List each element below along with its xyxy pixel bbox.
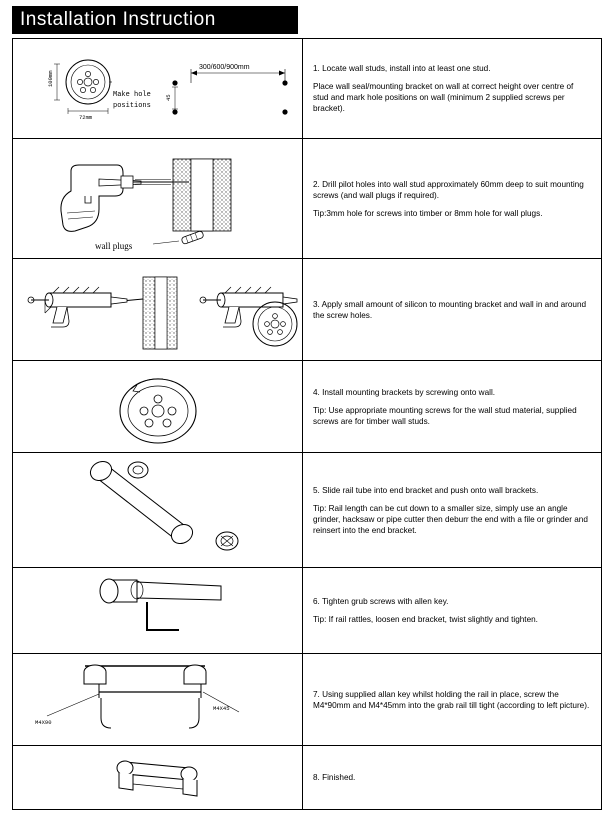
text-step-3 — [303, 259, 601, 360]
text-step-8 — [303, 746, 601, 809]
step-4-line-2: Tip: Use appropriate mounting screws for the wall stud material, supplied screws are for timber wall studs. — [313, 405, 577, 426]
step-7-line-1: 7. Using supplied allan key whilst holding the rail in place, screw the M4*90mm and M4*45mm into the grab rail till tight (according to left picture). — [313, 689, 590, 710]
table-row — [13, 139, 601, 259]
figure-step-6 — [13, 568, 303, 653]
step-5-line-2: Tip: Rail length can be cut down to a smaller size, simply use an angle grinder, hacksaw or pipe cutter then deburr the end with a file or grinder and reinsert into the end bracket. — [313, 503, 588, 535]
figure-label-screw-long: M4X90 — [35, 719, 52, 726]
step-6-line-2: Tip: If rail rattles, loosen end bracket, twist slightly and tighten. — [313, 615, 538, 624]
page-title: Installation Instruction — [12, 6, 298, 34]
step-1-line-2: Place wall seal/mounting bracket on wall at correct height over centre of stud and mark hole positions on wall (minimum 2 supplied screws per bracket). — [313, 82, 574, 113]
table-row — [13, 361, 601, 453]
step-2-line-1: 2. Drill pilot holes into wall stud approximately 60mm deep to suit mounting screws (and wall plugs if required). — [313, 179, 584, 200]
table-row — [13, 568, 601, 654]
figure-label-screw-short: M4X45 — [213, 705, 230, 712]
table-row — [13, 259, 601, 361]
step-1-line-1: 1. Locate wall studs, install into at least one stud. — [313, 64, 491, 73]
step-6-line-1: 6. Tighten grub screws with allen key. — [313, 597, 449, 606]
table-row — [13, 746, 601, 809]
figure-label-wall-plugs: wall plugs — [95, 241, 133, 251]
figure-step-4 — [13, 361, 303, 452]
text-step-6 — [303, 568, 601, 653]
text-step-2 — [303, 139, 601, 258]
figure-label-small-dim: 45 — [165, 94, 172, 101]
instruction-table — [12, 38, 602, 810]
text-step-4 — [303, 361, 601, 452]
figure-label-spacing: 300/600/900mm — [199, 64, 250, 71]
table-row — [13, 654, 601, 746]
step-8-line-1: 8. Finished. — [313, 773, 356, 782]
figure-step-2 — [13, 139, 303, 258]
text-step-7 — [303, 654, 601, 745]
figure-step-3 — [13, 259, 303, 360]
figure-label-make-hole: Make hole — [113, 91, 151, 99]
step-2-line-2: Tip:3mm hole for screws into timber or 8mm hole for wall plugs. — [313, 208, 543, 218]
text-step-5 — [303, 453, 601, 567]
table-row — [13, 39, 601, 139]
figure-label-positions: positions — [113, 102, 151, 110]
step-4-line-1: 4. Install mounting brackets by screwing onto wall. — [313, 387, 496, 397]
step-3-line-1: 3. Apply small amount of silicon to mounting bracket and wall in and around the screw holes. — [313, 299, 587, 320]
table-row — [13, 453, 601, 568]
figure-label-diameter: 72mm — [79, 114, 93, 121]
text-step-1 — [303, 39, 601, 138]
figure-step-8 — [13, 746, 303, 809]
figure-step-1 — [13, 39, 303, 138]
figure-step-7 — [13, 654, 303, 745]
figure-step-5 — [13, 453, 303, 567]
step-5-line-1: 5. Slide rail tube into end bracket and push onto wall brackets. — [313, 485, 539, 495]
figure-label-height: 100mm — [47, 70, 54, 87]
